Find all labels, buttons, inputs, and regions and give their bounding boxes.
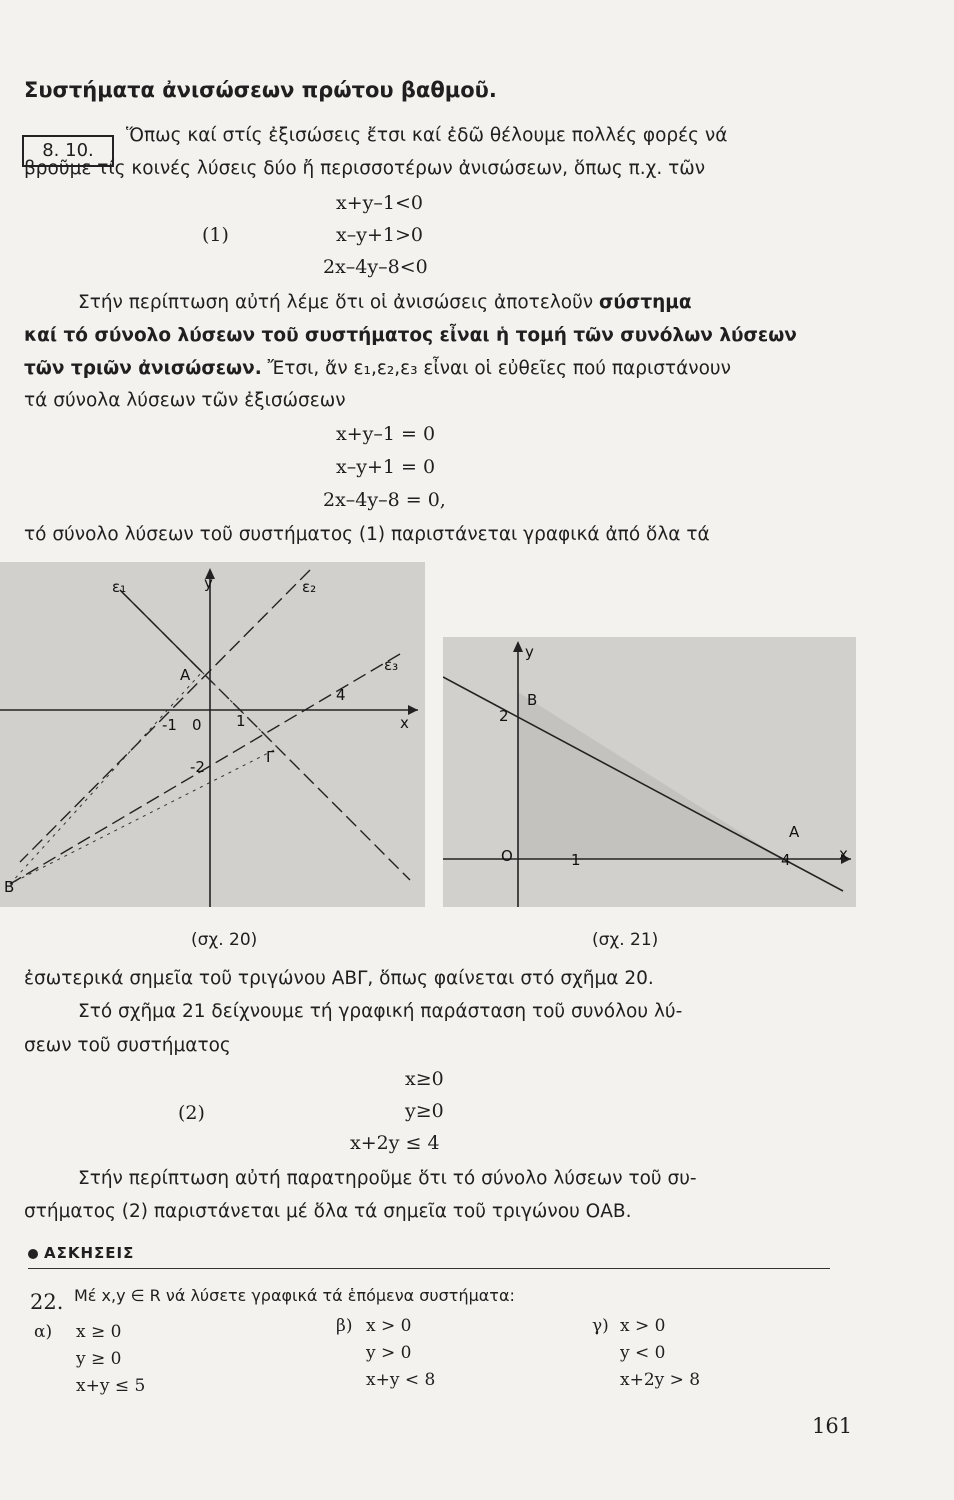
equation-1: x+y–1 = 0: [336, 423, 436, 445]
x-axis-arrow: [408, 705, 418, 715]
system1-label: (1): [202, 224, 229, 246]
para2-bold-phrase: τῶν τριῶν ἀνισώσεων.: [24, 358, 262, 379]
tick-origin: 0: [192, 716, 202, 734]
para2-bold-term: σύστημα: [599, 292, 692, 313]
exercise-prompt: Μέ x,y ∈ R νά λύσετε γραφικά τά ἑπόμενα συστήματα:: [74, 1286, 515, 1305]
label-e3: ε₃: [384, 656, 399, 674]
intro-line-1: Ὅπως καί στίς ἐξισώσεις ἔτσι καί ἐδῶ θέλουμε πολλές φορές νά: [126, 125, 728, 146]
exercises-heading: [28, 1244, 134, 1262]
para5-line-1: Στήν περίπτωση αὐτή παρατηροῦμε ὅτι τό σύνολο λύσεων τοῦ συ-: [78, 1168, 697, 1189]
tick-4: 4: [781, 851, 791, 869]
para4-line-3: σεων τοῦ συστήματος: [24, 1035, 231, 1056]
exercise-b-label: β): [336, 1316, 353, 1336]
para4-line-2: Στό σχῆμα 21 δείχνουμε τή γραφική παράσταση τοῦ συνόλου λύ-: [78, 1001, 683, 1022]
bullet-icon: [28, 1249, 38, 1259]
para2-line-3: [24, 358, 731, 379]
para2-text-2: Ἔτσι, ἄν ε₁,ε₂,ε₃ εἶναι οἱ εὐθεῖες πού παριστάνουν: [261, 358, 731, 379]
tick-1: 1: [236, 712, 246, 730]
triangle-abg: [10, 672, 278, 884]
label-A: A: [789, 823, 800, 841]
exercise-a-line-2: y ≥ 0: [76, 1349, 122, 1369]
para2-line-2: καί τό σύνολο λύσεων τοῦ συστήματος εἶναι ἡ τομή τῶν συνόλων λύσεων: [24, 325, 797, 346]
system1-eq1: x+y–1<0: [336, 192, 423, 214]
system2-label: (2): [178, 1102, 205, 1124]
para5-line-2: στήματος (2) παριστάνεται μέ ὅλα τά σημεῖα τοῦ τριγώνου ΟΑΒ.: [24, 1201, 632, 1222]
page-number: 161: [812, 1414, 853, 1438]
exercise-a-line-3: x+y ≤ 5: [76, 1376, 146, 1396]
label-e2: ε₂: [302, 578, 317, 596]
system2-eq1: x≥0: [405, 1068, 444, 1090]
system1-eq2: x–y+1>0: [336, 224, 423, 246]
label-x: x: [400, 714, 409, 732]
label-B: B: [4, 878, 15, 896]
figure-21: [443, 637, 856, 907]
tick-2: 2: [499, 707, 509, 725]
label-O: O: [501, 847, 513, 865]
exercise-b-line-1: x > 0: [366, 1316, 412, 1336]
tick-minus-2: -2: [190, 758, 205, 776]
section-number: 8. 10.: [22, 135, 114, 167]
exercise-b-line-3: x+y < 8: [366, 1370, 436, 1390]
exercise-a-label: α): [34, 1322, 53, 1342]
label-A: A: [180, 666, 191, 684]
intro-line-2: βροῦμε τίς κοινές λύσεις δύο ἤ περισσοτέρων ἀνισώσεων, ὅπως π.χ. τῶν: [24, 158, 706, 179]
y-axis-arrow: [513, 641, 523, 652]
exercise-b-line-2: y > 0: [366, 1343, 412, 1363]
section-title: Συστήματα ἀνισώσεων πρώτου βαθμοῦ.: [24, 78, 497, 102]
exercises-heading-text: ΑΣΚΗΣΕΙΣ: [44, 1244, 135, 1262]
tick-1: 1: [571, 851, 581, 869]
tick-minus-1: -1: [162, 716, 177, 734]
label-x: x: [839, 845, 848, 863]
exercise-c-line-1: x > 0: [620, 1316, 666, 1336]
tick-4: 4: [336, 686, 346, 704]
figure-21-graph: [443, 637, 856, 907]
para3-line-1: τό σύνολο λύσεων τοῦ συστήματος (1) παριστάνεται γραφικά ἀπό ὅλα τά: [24, 524, 710, 545]
exercise-a-line-1: x ≥ 0: [76, 1322, 122, 1342]
para2-text: Στήν περίπτωση αὐτή λέμε ὅτι οἱ ἀνισώσεις ἀποτελοῦν: [78, 292, 600, 313]
equation-2: x–y+1 = 0: [336, 456, 436, 478]
para2-line-1: [78, 292, 692, 313]
para4-line-1: ἐσωτερικά σημεῖα τοῦ τριγώνου ΑΒΓ, ὅπως φαίνεται στό σχῆμα 20.: [24, 968, 654, 989]
line-e1-segment: [120, 590, 202, 672]
exercise-c-line-3: x+2y > 8: [620, 1370, 701, 1390]
figure-20-caption: (σχ. 20): [191, 930, 258, 950]
label-e1: ε₁: [112, 578, 127, 596]
label-G: Γ: [266, 748, 275, 766]
para2-line-4: τά σύνολα λύσεων τῶν ἐξισώσεων: [24, 390, 346, 411]
equation-3: 2x–4y–8 = 0,: [323, 489, 446, 511]
label-y: y: [204, 574, 213, 592]
figure-21-caption: (σχ. 21): [592, 930, 659, 950]
figure-20-graph: [0, 562, 425, 907]
exercise-number: 22.: [30, 1290, 64, 1314]
exercise-c-line-2: y < 0: [620, 1343, 666, 1363]
triangle-oab: [518, 692, 783, 859]
exercises-rule: [28, 1268, 830, 1269]
figure-20: [0, 562, 425, 907]
label-y: y: [525, 643, 534, 661]
label-B: B: [527, 691, 538, 709]
system1-eq3: 2x–4y–8<0: [323, 256, 428, 278]
system2-eq2: y≥0: [405, 1100, 444, 1122]
exercise-c-label: γ): [592, 1316, 609, 1336]
system2-eq3: x+2y ≤ 4: [350, 1132, 440, 1154]
